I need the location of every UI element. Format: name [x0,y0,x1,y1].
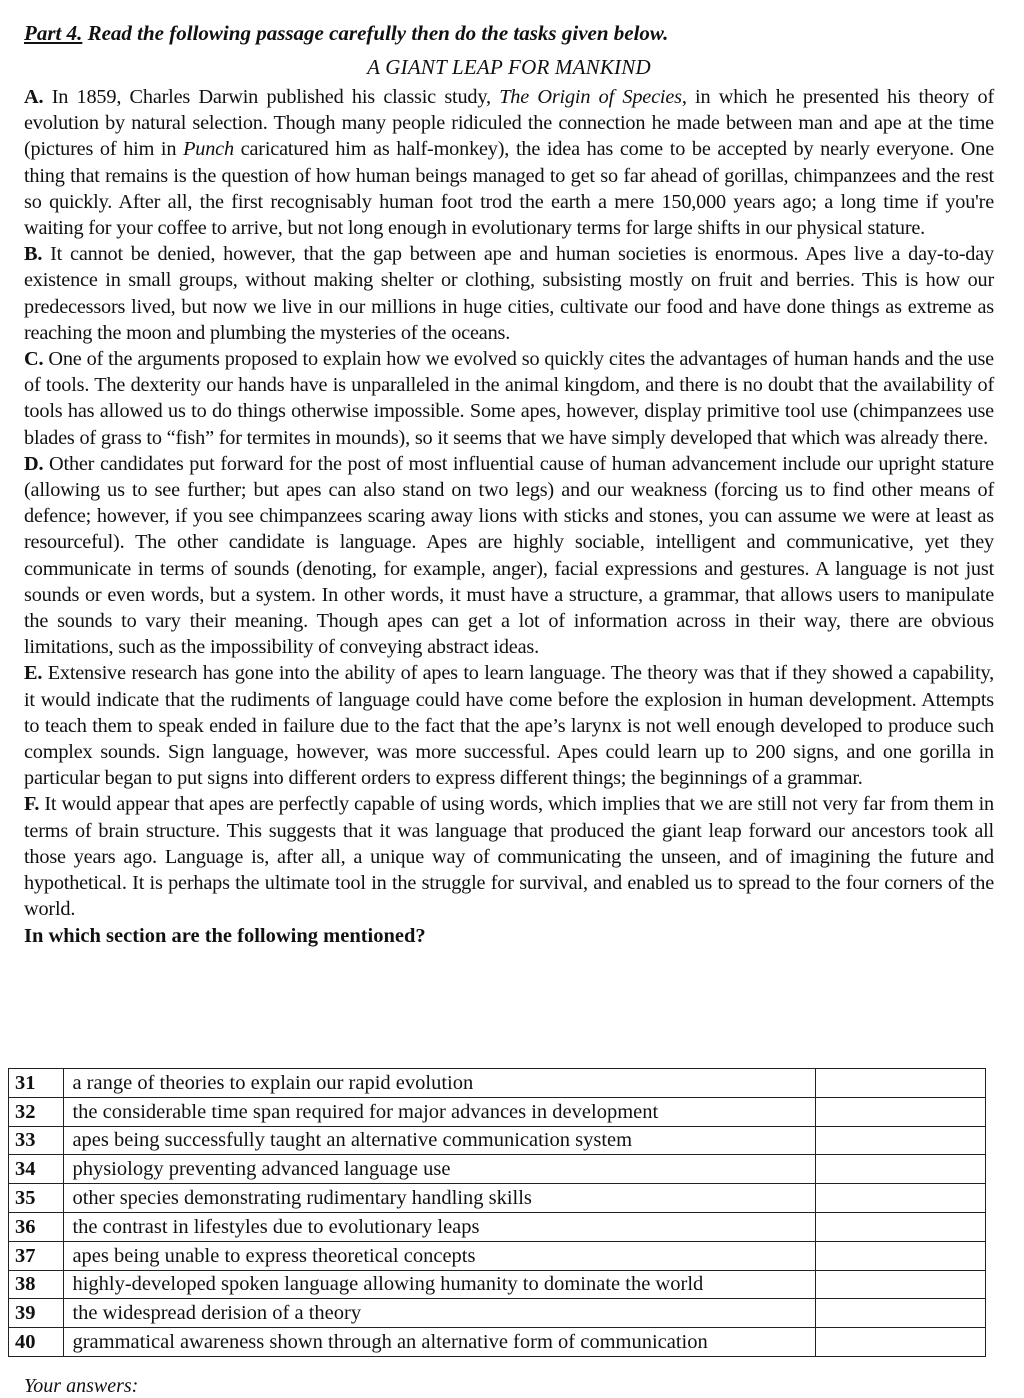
paragraph-text: caricatured him as half-monkey), the idea has come to be accepted by nearly everyone. One thing that remains is the question of how human beings managed to get so far ahead of gorillas, chimpanzees and the rest so quickly. After all, the first recognisably human foot trod the earth a mere 150,000 years ago; a long time if you're waiting for your coffee to arrive, but not long enough in evolutionary terms for large shifts in our physical stature. [24,138,994,240]
item-statement: the widespread derision of a theory [64,1299,815,1328]
answer-cell[interactable] [815,1069,985,1098]
answer-cell[interactable] [815,1299,985,1328]
table-row [9,1069,986,1098]
paragraph-letter: B. [24,243,43,266]
table-row [9,1126,986,1155]
paragraph-letter: F. [24,793,40,816]
item-number: 34 [9,1155,64,1184]
table-row [9,1184,986,1213]
item-number: 32 [9,1097,64,1126]
paragraph-text: It would appear that apes are perfectly capable of using words, which implies that we are still not very far from them in terms of brain structure. This suggests that it was language that produced the giant leap forward our ancestors took all those years ago. Language is, after all, a unique way of communicating the unseen, and of imagining the future and hypothetical. It is perhaps the ultimate tool in the struggle for survival, and enabled us to spread to the four corners of the world. [24,793,994,921]
part-label: Part 4. [24,21,83,45]
item-statement: the contrast in lifestyles due to evolutionary leaps [64,1212,815,1241]
item-statement: other species demonstrating rudimentary handling skills [64,1184,815,1213]
paragraph-text: Extensive research has gone into the ability of apes to learn language. The theory was that if they showed a capability, it would indicate that the rudiments of language could have come before the explosion in human development. Attempts to teach them to speak ended in failure due to the fact that the ape’s larynx is not well enough developed to produce such complex sounds. Sign language, however, was more successful. Apes could learn up to 200 signs, and one gorilla in particular began to put signs into different orders to express different things; the beginnings of a grammar. [24,662,994,790]
item-number: 31 [9,1069,64,1098]
item-number: 37 [9,1241,64,1270]
paragraph-letter: E. [24,662,43,685]
answer-table [8,1068,986,1357]
item-number: 36 [9,1212,64,1241]
paragraph-text: One of the arguments proposed to explain how we evolved so quickly cites the advantages of human hands and the use of tools. The dexterity our hands have is unparalleled in the animal kingdom, and there is no doubt that the availability of tools has allowed us to do things otherwise impossible. Some apes, however, display primitive tool use (chimpanzees use blades of grass to “fish” for termites in mounds), so it seems that we have simply developed that which was already there. [24,348,994,449]
answer-cell[interactable] [815,1184,985,1213]
item-statement: apes being unable to express theoretical concepts [64,1241,815,1270]
paragraph-text: In 1859, Charles Darwin published his classic study, [43,86,500,108]
table-row [9,1299,986,1328]
item-statement: the considerable time span required for major advances in development [64,1097,815,1126]
table-row [9,1212,986,1241]
item-number: 40 [9,1328,64,1357]
item-number: 33 [9,1126,64,1155]
paragraph-d [24,451,994,661]
item-number: 39 [9,1299,64,1328]
paragraph-letter: D. [24,452,44,475]
table-row [9,1328,986,1357]
answer-cell[interactable] [815,1328,985,1357]
worksheet [24,18,994,949]
item-number: 38 [9,1270,64,1299]
table-row [9,1155,986,1184]
instruction-line [24,18,994,48]
book-title: The Origin of Species [499,86,682,108]
task-question: In which section are the following mentioned? [24,924,426,947]
magazine-title: Punch [183,138,234,161]
table-row [9,1270,986,1299]
answer-cell[interactable] [815,1126,985,1155]
answer-cell[interactable] [815,1097,985,1126]
passage-title: A GIANT LEAP FOR MANKIND [367,55,651,79]
paragraph-f [24,791,994,922]
your-answers-label: Your answers: [24,1375,139,1397]
answer-cell[interactable] [815,1241,985,1270]
item-statement: apes being successfully taught an alternative communication system [64,1126,815,1155]
paragraph-c [24,346,994,451]
table-row [9,1097,986,1126]
item-statement: grammatical awareness shown through an alternative form of communication [64,1328,815,1357]
paragraph-text: , in which he presented his theory of evolution by natural selection. Though many people ridiculed the connection he made between man and ape at the time (pictures of him in [24,86,994,161]
item-statement: physiology preventing advanced language use [64,1155,815,1184]
answer-cell[interactable] [815,1270,985,1299]
item-number: 35 [9,1184,64,1213]
paragraph-letter: C. [24,348,44,371]
paragraph-e [24,660,994,791]
paragraph-a [24,84,994,241]
answer-cell[interactable] [815,1212,985,1241]
item-statement: a range of theories to explain our rapid evolution [64,1069,815,1098]
paragraph-letter: A. [24,86,44,108]
instruction-text: Read the following passage carefully then do the tasks given below. [82,21,669,45]
paragraph-text: It cannot be denied, however, that the gap between ape and human societies is enormous. Apes live a day-to-day existence in small groups, without making shelter or clothing, subsisting mostly on fruit and berries. This is how our predecessors lived, but now we live in our millions in huge cities, cultivate our food and have done things as extreme as reaching the moon and plumbing the mysteries of the oceans. [24,243,994,344]
table-row [9,1241,986,1270]
answer-cell[interactable] [815,1155,985,1184]
paragraph-b [24,241,994,346]
paragraph-text: Other candidates put forward for the post of most influential cause of human advancement include our upright stature (allowing us to see further; but apes can also stand on two legs) and our weakness (forcing us to find other means of defence; however, if you see chimpanzees scaring away lions with sticks and stones, you can assume we were at least as resourceful). The other candidate is language. Apes are highly sociable, intelligent and communicative, yet they communicate in terms of sounds (denoting, for example, anger), facial expressions and gestures. A language is not just sounds or even words, but a system. In other words, it must have a structure, a grammar, that allows users to manipulate the sounds to vary their meaning. Though apes can get a lot of information across in their way, there are obvious limitations, such as the impossibility of conveying abstract ideas. [24,452,994,659]
item-statement: highly-developed spoken language allowing humanity to dominate the world [64,1270,815,1299]
